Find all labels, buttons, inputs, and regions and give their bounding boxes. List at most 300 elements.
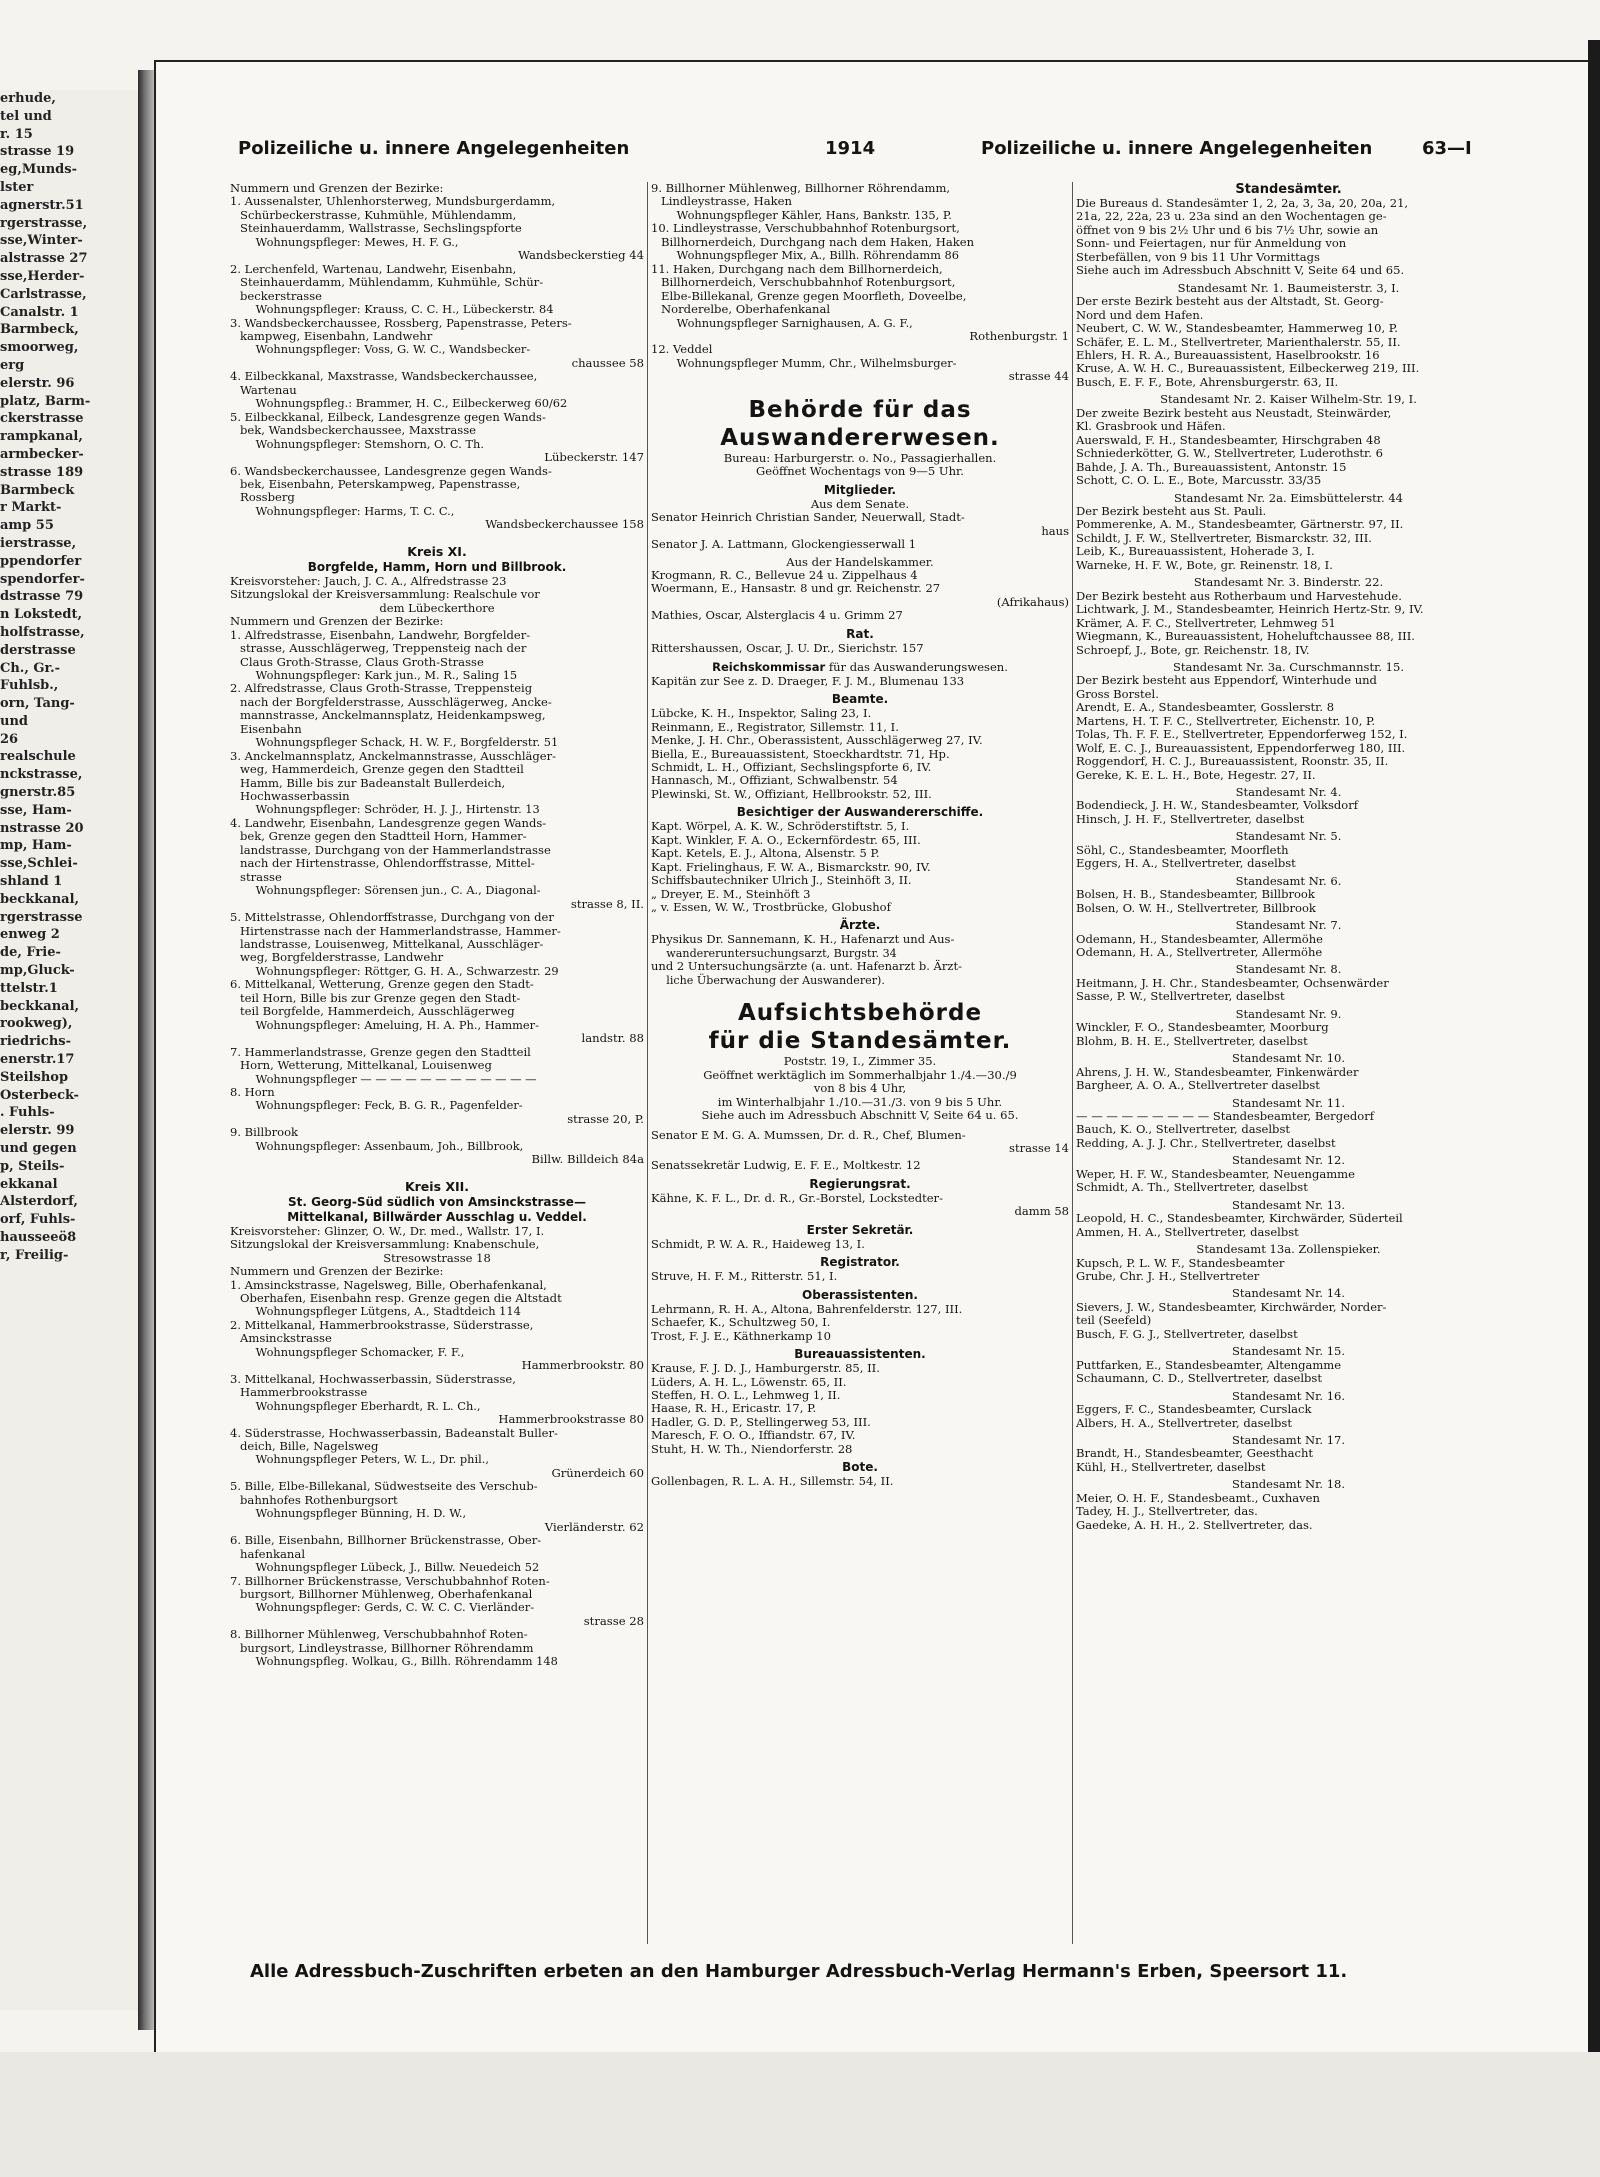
header-year: 1914 (825, 138, 876, 159)
list-line: Schniederkötter, G. W., Stellvertreter, Luderothstr. 6 (1076, 446, 1383, 461)
list-line: Nord und dem Hafen. (1076, 307, 1204, 322)
list-line: sse,Herder- (0, 268, 85, 284)
list-item (230, 1427, 644, 1481)
list-line: Nummern und Grenzen der Bezirke: (230, 1264, 444, 1279)
list-line: und gegen (0, 1141, 77, 1157)
list-item (230, 817, 644, 911)
beamte-list (651, 707, 1069, 801)
list-line: orn, Tang- (0, 696, 75, 712)
list-line: Steilshop (0, 1069, 69, 1085)
list-line: — — — — — — — — — Standesbeamter, Bergedorf (1076, 1109, 1375, 1123)
standesamt-title: Standesamt Nr. 12. (1231, 1153, 1346, 1168)
list-line: Elbe-Billekanal, Grenze gegen Moorfleth, Doveelbe, (661, 288, 967, 303)
list-line: spendorfer- (0, 571, 85, 587)
list-line: landstrasse, Louisenweg, Mittelkanal, Ausschläger- (240, 937, 544, 952)
list-line: Kapt. Frielinghaus, F. W. A., Bismarckstr. 90, IV. (651, 859, 931, 874)
aus-senat-heading: Aus dem Senate. (810, 496, 910, 511)
list-line: im Winterhalbjahr 1./10.—31./3. von 9 bis 5 Uhr. (717, 1094, 1003, 1109)
list-line: 12. Veddel (651, 342, 713, 357)
list-line: Wiegmann, K., Bureauassistent, Hoheluftchaussee 88, III. (1076, 629, 1415, 644)
list-line: Wohnungspfleger: Mewes, H. F. G., (255, 234, 459, 249)
list-item (230, 1319, 644, 1373)
list-line: Stuht, H. W. Th., Niendorferstr. 28 (651, 1441, 853, 1456)
list-item (230, 1086, 644, 1126)
standesamt-entry (1076, 393, 1501, 487)
list-line: Wohnungspfleger: Krauss, C. C. H., Lübeckerstr. 84 (255, 302, 554, 317)
list-line: Billhornerdeich, Durchgang nach dem Haken, Haken (661, 234, 975, 249)
list-line: 1. Amsinckstrasse, Nagelsweg, Bille, Oberhafenkanal, (230, 1277, 547, 1292)
list-line: Wohnungspfleger Schomacker, F. F., (255, 1344, 465, 1359)
list-line-tail: strasse 20, P. (567, 1111, 644, 1126)
standesamt-title: Standesamt Nr. 9. (1235, 1006, 1342, 1021)
aerzte-heading: Ärzte. (839, 918, 881, 933)
list-line: 5. Bille, Elbe-Billekanal, Südwestseite des Verschub- (230, 1479, 538, 1494)
list-line: Der Bezirk besteht aus St. Pauli. (1076, 503, 1267, 518)
list-line: enweg 2 (0, 927, 60, 943)
list-line: Wohnungspfleger: Harms, T. C. C., (255, 503, 455, 518)
list-line: Geöffnet werktäglich im Sommerhalbjahr 1./4.—30./9 (703, 1067, 1017, 1082)
list-line: 4. Eilbeckkanal, Maxstrasse, Wandsbeckerchaussee, (230, 369, 538, 384)
list-line: und 2 Untersuchungsärzte (a. unt. Hafenarzt b. Ärzt- (651, 959, 962, 974)
list-line: Hammerbrookstrasse (240, 1385, 368, 1400)
list-line: Wolf, E. C. J., Bureauassistent, Eppendorferweg 180, III. (1076, 740, 1406, 755)
list-line: ekkanal (0, 1176, 58, 1192)
list-line: Senatssekretär Ludwig, E. F. E., Moltkestr. 12 (651, 1158, 921, 1173)
bureauassistenten-heading: Bureauassistenten. (794, 1347, 926, 1362)
list-item (230, 1628, 644, 1668)
list-line: Kapt. Wörpel, A. K. W., Schröderstiftstr. 5, I. (651, 819, 910, 834)
list-line: r Markt- (0, 500, 62, 516)
list-line: Oberhafen, Eisenbahn resp. Grenze gegen die Altstadt (240, 1290, 562, 1305)
list-line: enerstr.17 (0, 1052, 75, 1068)
list-item (230, 1279, 644, 1319)
list-line: Siehe auch im Adressbuch Abschnitt V, Seite 64 u. 65. (701, 1108, 1019, 1123)
list-line: Senator J. A. Lattmann, Glockengiesserwall 1 (651, 537, 917, 552)
list-line: Roggendorf, H. C. J., Bureauassistent, Roonstr. 35, II. (1076, 754, 1389, 769)
list-line: Kapt. Ketels, E. J., Altona, Alsenstr. 5 P. (651, 846, 880, 861)
list-line: Kreisvorsteher: Glinzer, O. W., Dr. med., Wallstr. 17, I. (230, 1223, 545, 1238)
list-line: Sitzungslokal der Kreisversammlung: Knabenschule, (230, 1237, 540, 1252)
list-line: Wohnungspfleger Peters, W. L., Dr. phil., (255, 1452, 489, 1467)
district-list-continued (651, 182, 1069, 384)
list-line: tel und (0, 108, 52, 124)
list-line: Kruse, A. W. H. C., Bureauassistent, Eilbeckerweg 219, III. (1076, 361, 1420, 376)
list-line: Meier, O. H. F., Standesbeamt., Cuxhaven (1076, 1490, 1320, 1505)
list-line: Schürbeckerstrasse, Kuhmühle, Mühlendamm, (240, 207, 517, 222)
list-line: Bauch, K. O., Stellvertreter, daselbst (1076, 1122, 1291, 1137)
list-line: 2. Lerchenfeld, Wartenau, Landwehr, Eisenbahn, (230, 261, 517, 276)
footer-notice: Alle Adressbuch-Zuschriften erbeten an den Hamburger Adressbuch-Verlag Hermann's Erben, Speersort 11. (250, 1961, 1348, 1982)
standesamt-list (1076, 282, 1501, 1532)
standesamt-entry (1076, 786, 1501, 826)
list-line: 3. Wandsbeckerchaussee, Rossberg, Papenstrasse, Peters- (230, 315, 572, 330)
list-line: Poststr. 19, I., Zimmer 35. (783, 1054, 937, 1069)
list-line-tail: Billw. Billdeich 84a (531, 1152, 644, 1167)
list-line: Billhornerdeich, Verschubbahnhof Rotenburgsort, (661, 275, 956, 290)
list-line: erhude, (0, 91, 56, 106)
list-line: Kähne, K. F. L., Dr. d. R., Gr.-Borstel, Lockstedter- (651, 1190, 943, 1205)
list-line: Der Bezirk besteht aus Eppendorf, Winterhude und (1076, 673, 1377, 688)
rat-heading: Rat. (846, 626, 874, 641)
list-item (230, 411, 644, 465)
list-item (651, 222, 1069, 262)
list-line: derstrasse (0, 642, 76, 658)
list-line: landstrasse, Durchgang von der Hammerlandstrasse (240, 842, 551, 857)
list-line: ppendorfer (0, 553, 82, 569)
list-line: bek, Eisenbahn, Peterskampweg, Papenstrasse, (240, 476, 521, 491)
kreis-12-subtitle (230, 1195, 644, 1225)
list-line: Wohnungspfleger Schack, H. W. F., Borgfelderstr. 51 (255, 735, 559, 750)
list-item (230, 750, 644, 817)
kreis-12-title: Kreis XII. (404, 1178, 470, 1194)
list-line: mannstrasse, Anckelmannsplatz, Heidenkampsweg, (240, 708, 546, 723)
list-line: haus (1041, 523, 1069, 538)
list-line: Wohnungspfleger: Ameluing, H. A. Ph., Hammer- (255, 1017, 539, 1032)
list-line: Weper, H. F. W., Standesbeamter, Neuengamme (1076, 1166, 1355, 1181)
list-line: Brandt, H., Standesbeamter, Geesthacht (1076, 1446, 1314, 1461)
list-line: Senator E M. G. A. Mumssen, Dr. d. R., Chef, Blumen- (651, 1127, 966, 1142)
list-line: holfstrasse, (0, 624, 85, 640)
list-line: Siehe auch im Adressbuch Abschnitt V, Seite 64 und 65. (1076, 263, 1405, 278)
list-line: Kl. Grasbrook und Häfen. (1076, 419, 1226, 434)
list-line: Sterbefällen, von 9 bis 11 Uhr Vormittags (1076, 249, 1320, 264)
list-line: Grube, Chr. J. H., Stellvertreter (1076, 1268, 1260, 1283)
list-item (230, 1480, 644, 1534)
list-line: Ch., Gr.- (0, 660, 61, 676)
list-line: mp,Gluck- (0, 963, 75, 979)
standesamt-title: Standesamt Nr. 3. Binderstr. 22. (1193, 575, 1384, 590)
standesamt-entry (1076, 1478, 1501, 1532)
list-line: (Afrikahaus) (996, 594, 1069, 609)
list-line: Warneke, H. F. W., Bote, gr. Reinenstr. 18, I. (1076, 557, 1333, 572)
list-line: rgerstrasse, (0, 215, 88, 231)
standesamt-entry (1076, 492, 1501, 573)
standesamt-title: Standesamt Nr. 2a. Eimsbüttelerstr. 44 (1173, 490, 1404, 505)
column-1 (230, 182, 644, 1944)
list-line: Schildt, J. F. W., Stellvertreter, Bismarckstr. 32, III. (1076, 530, 1372, 545)
list-line: bahnhofes Rothenburgsort (240, 1492, 398, 1507)
list-line: strasse (240, 869, 282, 884)
standesaemter-heading: Standesämter. (1235, 182, 1342, 197)
standesamt-title: Standesamt Nr. 1. Baumeisterstr. 3, I. (1177, 280, 1400, 295)
column-2 (651, 182, 1069, 1944)
regierungsrat-heading: Regierungsrat. (809, 1176, 911, 1191)
list-line: Gross Borstel. (1076, 686, 1159, 701)
list-item (230, 682, 644, 749)
list-line: bek, Wandsbeckerchaussee, Maxstrasse (240, 423, 477, 438)
list-line: Krogmann, R. C., Bellevue 24 u. Zippelhaus 4 (651, 567, 918, 582)
standesamt-entry (1076, 1434, 1501, 1474)
list-line: Wohnungspfleger: Voss, G. W. C., Wandsbecker- (255, 342, 531, 357)
list-line: Kupsch, P. L. W. F., Standesbeamter (1076, 1255, 1285, 1270)
list-line: St. Georg-Süd südlich von Amsinckstrasse— (288, 1194, 586, 1209)
list-line: mp, Ham- (0, 838, 72, 854)
list-line: Bolsen, O. W. H., Stellvertreter, Billbrook (1076, 900, 1316, 915)
list-line: Blohm, B. H. E., Stellvertreter, daselbst (1076, 1033, 1308, 1048)
list-line: Steinhauerdamm, Wallstrasse, Sechslingspforte (240, 221, 522, 236)
list-line: Wartenau (240, 382, 297, 397)
list-line: gnerstr.85 (0, 785, 76, 801)
list-line: Sonn- und Feiertagen, nur für Anmeldung von (1076, 236, 1347, 251)
scan-margin (0, 2052, 1600, 2177)
list-line: bek, Grenze gegen den Stadtteil Horn, Hammer- (240, 829, 527, 844)
list-line: von 8 bis 4 Uhr, (813, 1081, 907, 1096)
list-line: Wohnungspfleger: Sörensen jun., C. A., Diagonal- (255, 883, 541, 898)
list-line: Canalstr. 1 (0, 304, 79, 320)
list-line: Mittelkanal, Billwärder Ausschlag u. Veddel. (287, 1209, 587, 1224)
oberassistenten-heading: Oberassistenten. (802, 1287, 918, 1302)
district-list-kreis-11 (230, 629, 644, 1167)
list-line: Norderelbe, Oberhafenkanal (661, 302, 831, 317)
list-line: sse,Schlei- (0, 856, 78, 872)
list-line: Der Bezirk besteht aus Rotherbaum und Harvestehude. (1076, 588, 1402, 603)
list-item (230, 195, 644, 262)
list-line: 1. Aussenalster, Uhlenhorsterweg, Mundsburgerdamm, (230, 194, 556, 209)
standesamt-title: Standesamt Nr. 6. (1235, 873, 1342, 888)
list-line: eg,Munds- (0, 162, 77, 178)
list-line: liche Überwachung der Auswanderer). (666, 972, 885, 987)
list-line: Gaedeke, A. H. H., 2. Stellvertreter, das. (1076, 1517, 1313, 1532)
list-line: . Fuhls- (0, 1105, 55, 1121)
list-line: ckerstrasse (0, 411, 84, 427)
list-line: teil Horn, Bille bis zur Grenze gegen den Stadt- (240, 990, 521, 1005)
list-line: Gereke, K. E. L. H., Bote, Hegestr. 27, II. (1076, 767, 1316, 782)
list-line: Wohnungspfleger Lütgens, A., Stadtdeich 114 (255, 1304, 521, 1319)
reichskommissar-line: Kapitän zur See z. D. Draeger, F. J. M., Blumenau 133 (651, 673, 965, 688)
list-line-tail: Hammerbrookstr. 80 (521, 1358, 644, 1373)
list-line: Schroepf, J., Bote, gr. Reichenstr. 18, IV. (1076, 642, 1310, 657)
list-line: Alsterdorf, (0, 1194, 78, 1210)
list-line: Albers, H. A., Stellvertreter, daselbst (1076, 1415, 1292, 1430)
list-line: 6. Wandsbeckerchaussee, Landesgrenze gegen Wands- (230, 463, 552, 478)
list-line-tail: strasse 8, II. (570, 896, 644, 911)
list-line: sse, Ham- (0, 802, 72, 818)
list-line: 8. Billhorner Mühlenweg, Verschubbahnhof Roten- (230, 1627, 528, 1642)
list-line: Eisenbahn (240, 721, 302, 736)
list-line: 2. Mittelkanal, Hammerbrookstrasse, Süderstrasse, (230, 1317, 534, 1332)
list-line: 11. Haken, Durchgang nach dem Billhornerdeich, (651, 261, 943, 276)
list-line: Busch, E. F. F., Bote, Ahrensburgerstr. 63, II. (1076, 374, 1339, 389)
list-line: 7. Billhorner Brückenstrasse, Verschubbahnhof Roten- (230, 1573, 550, 1588)
list-line: Wohnungspfleger Mumm, Chr., Wilhelmsburger- (676, 355, 957, 370)
standesamt-entry (1076, 875, 1501, 915)
standesamt-entry (1076, 919, 1501, 959)
list-line: Wohnungspfleger — — — — — — — — — — — — (255, 1071, 537, 1086)
list-line: Eggers, H. A., Stellvertreter, daselbst (1076, 856, 1296, 871)
list-item (230, 317, 644, 371)
standesamt-title: Standesamt Nr. 13. (1231, 1197, 1346, 1212)
list-line-tail: Wandsbeckerchaussee 158 (485, 517, 644, 532)
standesamt-entry (1076, 830, 1501, 870)
list-line: „ v. Essen, W. W., Trostbrücke, Globushof (651, 900, 891, 915)
list-line: r. 15 (0, 126, 33, 142)
list-line: Struve, H. F. M., Ritterstr. 51, I. (651, 1269, 838, 1284)
erster-sekretaer-heading: Erster Sekretär. (806, 1222, 914, 1237)
list-line: Hannasch, M., Offiziant, Schwalbenstr. 54 (651, 773, 898, 788)
list-line: Schiffsbautechniker Ulrich J., Steinhöft 3, II. (651, 873, 912, 888)
list-line: Redding, A. J. J. Chr., Stellvertreter, daselbst (1076, 1135, 1336, 1150)
list-line: Behörde für das (748, 396, 972, 423)
bote-heading: Bote. (842, 1460, 878, 1475)
list-line: Ammen, H. A., Stellvertreter, daselbst (1076, 1224, 1299, 1239)
list-line: Rossberg (240, 490, 295, 505)
list-line: öffnet von 9 bis 2½ Uhr und 6 bis 7½ Uhr, sowie an (1076, 222, 1379, 237)
list-line: Wohnungspfleger: Gerds, C. W. C. C. Vierländer- (255, 1600, 535, 1615)
list-line: shland 1 (0, 874, 63, 890)
list-line-tail: chaussee 58 (571, 355, 644, 370)
standesamt-title: Standesamt Nr. 11. (1231, 1095, 1346, 1110)
list-line: wandereruntersuchungsarzt, Burgstr. 34 (666, 945, 897, 960)
list-line: Schott, C. O. L. E., Bote, Marcusstr. 33/35 (1076, 473, 1322, 488)
district-list-kreis-10 (230, 195, 644, 531)
registrator-heading: Registrator. (820, 1255, 900, 1270)
list-line: Wohnungspfleger: Kark jun., M. R., Saling 15 (255, 667, 518, 682)
list-line: alstrasse 27 (0, 251, 88, 267)
list-line: nckstrasse, (0, 767, 83, 783)
list-line: Schmidt, P. W. A. R., Haideweg 13, I. (651, 1236, 865, 1251)
list-line: r, Freilig- (0, 1247, 69, 1263)
list-item (230, 1534, 644, 1574)
list-line: elerstr. 96 (0, 375, 75, 391)
list-line: kampweg, Eisenbahn, Landwehr (240, 328, 433, 343)
kreis-11-subtitle: Borgfelde, Hamm, Horn und Billbrook. (307, 559, 567, 574)
list-line-tail: Rothenburgstr. 1 (969, 328, 1069, 343)
list-line: Bahde, J. A. Th., Bureauassistent, Antonstr. 15 (1076, 459, 1347, 474)
list-line: Ehlers, H. R. A., Bureauassistent, Haselbrookstr. 16 (1076, 347, 1380, 362)
list-line: Biella, E., Bureauassistent, Stoeckhardtstr. 71, Hp. (651, 746, 950, 761)
list-line: 7. Hammerlandstrasse, Grenze gegen den Stadtteil (230, 1044, 531, 1059)
list-line: Schaefer, K., Schultzweg 50, I. (651, 1315, 831, 1330)
list-item (651, 263, 1069, 344)
list-item (230, 978, 644, 1045)
list-line: Der erste Bezirk besteht aus der Altstadt, St. Georg- (1076, 294, 1384, 309)
list-line: Martens, H. T. F. C., Stellvertreter, Eichenstr. 10, P. (1076, 713, 1376, 728)
list-line-tail: landstr. 88 (581, 1031, 644, 1046)
list-line: erg (0, 357, 25, 373)
list-line: sse,Winter- (0, 233, 83, 249)
list-line: dstrasse 79 (0, 589, 84, 605)
mitglieder-heading: Mitglieder. (823, 482, 897, 497)
list-line: Neubert, C. W. W., Standesbeamter, Hammerweg 10, P. (1076, 321, 1398, 336)
list-line: Gollenbagen, R. L. A. H., Sillemstr. 54, II. (651, 1474, 894, 1489)
list-line: Physikus Dr. Sannemann, K. H., Hafenarzt und Aus- (651, 932, 955, 947)
standesamt-title: Standesamt Nr. 15. (1231, 1344, 1346, 1359)
list-line: Ahrens, J. H. W., Standesbeamter, Finkenwärder (1076, 1064, 1359, 1079)
list-line: 5. Mittelstrasse, Ohlendorffstrasse, Durchgang von der (230, 910, 554, 925)
list-line: teil Borgfelde, Hammerdeich, Ausschlägerweg (240, 1004, 515, 1019)
list-line: Schmidt, A. Th., Stellvertreter, daselbst (1076, 1180, 1308, 1195)
list-line: 4. Landwehr, Eisenbahn, Landesgrenze gegen Wands- (230, 815, 547, 830)
list-line: Menke, J. H. Chr., Oberassistent, Ausschlägerweg 27, IV. (651, 733, 983, 748)
list-line: Hamm, Bille bis zur Badeanstalt Bullerdeich, (240, 775, 506, 790)
list-line: damm 58 (1014, 1204, 1069, 1219)
list-line: Auerswald, F. H., Standesbeamter, Hirschgraben 48 (1076, 432, 1381, 447)
column-rule (647, 182, 648, 1944)
list-line: beckkanal, (0, 998, 80, 1014)
list-line-tail: Grünerdeich 60 (551, 1465, 644, 1480)
list-line: 21a, 22, 22a, 23 u. 23a sind an den Wochentagen ge- (1076, 209, 1387, 224)
list-line: Arendt, E. A., Standesbeamter, Gosslerstr. 8 (1076, 700, 1335, 715)
list-line: dem Lübeckerthore (379, 600, 495, 615)
kreis-11-header (230, 575, 644, 629)
list-line: Hinsch, J. H. F., Stellvertreter, daselbst (1076, 811, 1305, 826)
list-line: Woermann, E., Hansastr. 8 und gr. Reichenstr. 27 (651, 581, 941, 596)
book-gutter (138, 70, 156, 2030)
behoerde-title (651, 396, 1069, 452)
list-line: Hirtenstrasse nach der Hammerlandstrasse, Hammer- (240, 923, 561, 938)
list-line-tail: strasse 44 (1008, 369, 1069, 384)
list-line: Wohnungspfleger Lübeck, J., Billw. Neuedeich 52 (255, 1560, 540, 1575)
standesamt-entry (1076, 1008, 1501, 1048)
reichskommissar-bold: Reichskommissar (712, 660, 826, 675)
list-line: platz, Barm- (0, 393, 91, 409)
list-line: Haase, R. H., Ericastr. 17, P. (651, 1401, 817, 1416)
list-item (230, 1575, 644, 1629)
header-left-title: Polizeiliche u. innere Angelegenheiten (238, 138, 630, 159)
list-item (230, 465, 644, 532)
list-line: nach der Borgfelderstrasse, Ausschlägerweg, Ancke- (240, 694, 552, 709)
list-line: deich, Bille, Nagelsweg (240, 1438, 379, 1453)
standesamt-title: Standesamt Nr. 18. (1231, 1477, 1346, 1492)
list-item (651, 343, 1069, 383)
list-line: Wohnungspfleger Mix, A., Billh. Röhrendamm 86 (676, 248, 959, 263)
list-line: Busch, F. G. J., Stellvertreter, daselbst (1076, 1326, 1298, 1341)
list-line: rampkanal, (0, 429, 83, 445)
list-line: Bodendieck, J. H. W., Standesbeamter, Volksdorf (1076, 798, 1359, 813)
list-line: Reinmann, E., Registrator, Sillemstr. 11, I. (651, 719, 899, 734)
list-line: Sitzungslokal der Kreisversammlung: Realschule vor (230, 587, 540, 602)
list-line: Der zweite Bezirk besteht aus Neustadt, Steinwärder, (1076, 405, 1392, 420)
list-item (230, 370, 644, 410)
list-line: Plewinski, St. W., Offiziant, Hellbrookstr. 52, III. (651, 786, 932, 801)
list-line: Odemann, H. A., Stellvertreter, Allermöhe (1076, 945, 1323, 960)
list-line: Schaumann, C. D., Stellvertreter, daselbst (1076, 1371, 1322, 1386)
list-line: Lindleystrasse, Haken (661, 194, 792, 209)
standesamt-title: Standesamt Nr. 4. (1235, 785, 1342, 800)
list-line: 6. Mittelkanal, Wetterung, Grenze gegen den Stadt- (230, 977, 534, 992)
list-line: Kapt. Winkler, F. A. O., Eckernfördestr. 65, III. (651, 832, 921, 847)
list-line: Schäfer, E. L. M., Stellvertreter, Marienthalerstr. 55, II. (1076, 334, 1401, 349)
list-line: 6. Bille, Eisenbahn, Billhorner Brückenstrasse, Ober- (230, 1533, 542, 1548)
list-line-tail: Hammerbrookstrasse 80 (498, 1412, 644, 1427)
list-line: Barmbeck (0, 482, 75, 498)
aerzte-list (651, 933, 1069, 987)
standesamt-title: Standesamt Nr. 17. (1231, 1432, 1346, 1447)
besichtiger-list (651, 820, 1069, 914)
list-line: Winckler, F. O., Standesbeamter, Moorburg (1076, 1020, 1329, 1035)
list-line: 8. Horn (230, 1085, 275, 1099)
list-item (651, 182, 1069, 222)
beamte-heading: Beamte. (831, 692, 889, 707)
list-line: Wohnungspfleg. Wolkau, G., Billh. Röhrendamm 148 (255, 1654, 558, 1669)
senat-list (651, 511, 1069, 551)
list-line: Pommerenke, A. M., Standesbeamter, Gärtnerstr. 97, II. (1076, 517, 1404, 532)
list-line: Kreisvorsteher: Jauch, J. C. A., Alfredstrasse 23 (230, 573, 507, 588)
list-line: hafenkanal (240, 1546, 306, 1561)
besichtiger-heading: Besichtiger der Auswandererschiffe. (736, 805, 984, 820)
list-line: Wohnungspfleg.: Brammer, H. C., Eilbeckerweg 60/62 (255, 396, 568, 411)
list-line: ttelstr.1 (0, 980, 58, 996)
list-item (230, 1126, 644, 1166)
standesamt-entry (1076, 1199, 1501, 1239)
list-line: 5. Eilbeckkanal, Eilbeck, Landesgrenze gegen Wands- (230, 409, 546, 424)
list-line: Carlstrasse, (0, 286, 87, 302)
reichskommissar-heading (652, 661, 1068, 674)
list-line-tail: Wandsbeckerstieg 44 (518, 248, 644, 263)
list-line: 3. Mittelkanal, Hochwasserbassin, Süderstrasse, (230, 1371, 516, 1386)
section-intro: Nummern und Grenzen der Bezirke: (230, 182, 444, 195)
list-line: rookweg), (0, 1016, 73, 1032)
